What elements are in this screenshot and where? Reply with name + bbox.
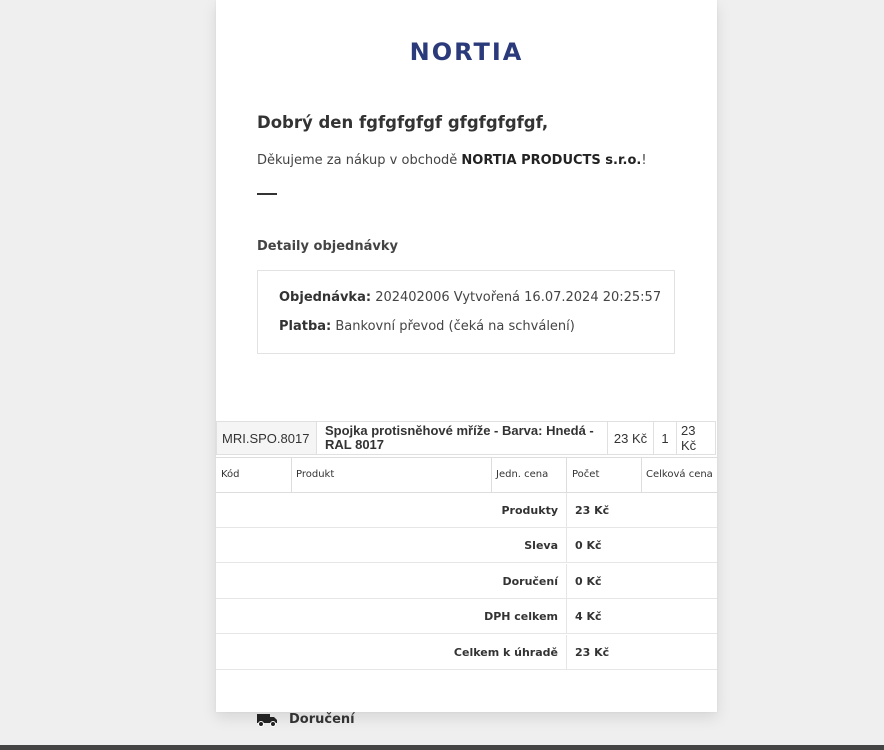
header-total: Celková cena: [646, 469, 713, 480]
summary-label: Celkem k úhradě: [453, 646, 558, 659]
summary-divider: [566, 635, 567, 670]
delivery-section: [257, 712, 355, 727]
summary-label: Sleva: [524, 539, 558, 552]
delivery-label: Doručení: [289, 712, 355, 727]
payment-value: Bankovní převod (čeká na schválení): [335, 319, 575, 334]
order-number-line: [279, 290, 661, 305]
header-divider: [491, 458, 492, 493]
thanks-prefix: Děkujeme za nákup v obchodě: [257, 153, 462, 168]
header-unit-price: Jedn. cena: [496, 469, 549, 480]
summary-row-total: [216, 635, 717, 670]
header-qty: Počet: [572, 469, 600, 480]
summary-value: 23 Kč: [575, 646, 610, 659]
order-details-box: [257, 270, 675, 354]
summary-divider: [566, 599, 567, 634]
summary-row-vat: [216, 599, 717, 634]
order-details-title: Detaily objednávky: [257, 239, 398, 254]
email-card: [216, 0, 717, 712]
summary-value: 23 Kč: [575, 504, 610, 517]
product-total: 23 Kč: [676, 421, 716, 455]
product-name: Spojka protisněhové mříže - Barva: Hnedá - RAL 8017: [316, 421, 608, 455]
summary-divider: [566, 564, 567, 599]
summary-divider: [566, 528, 567, 563]
shop-name: NORTIA PRODUCTS s.r.o.: [461, 153, 642, 168]
greeting-heading: Dobrý den fgfgfgfgf gfgfgfgfgf,: [257, 113, 549, 132]
summary-row-products: [216, 493, 717, 528]
payment-label: Platba:: [279, 319, 332, 334]
truck-icon: [257, 713, 279, 727]
summary-divider: [566, 493, 567, 528]
header-divider: [291, 458, 292, 493]
header-product: Produkt: [296, 469, 335, 480]
summary-row-discount: [216, 528, 717, 563]
divider: [257, 193, 277, 195]
summary-label: Doručení: [502, 575, 558, 588]
product-row: [216, 421, 717, 455]
summary-row-delivery: [216, 564, 717, 599]
product-unit-price: 23 Kč: [607, 421, 654, 455]
nortia-logo: NORTIA: [409, 38, 524, 66]
product-code: MRI.SPO.8017: [216, 421, 317, 455]
summary-value: 0 Kč: [575, 539, 602, 552]
thanks-suffix: !: [641, 153, 647, 168]
product-qty: 1: [653, 421, 677, 455]
thanks-text: [257, 153, 647, 168]
summary-value: 0 Kč: [575, 575, 602, 588]
bottom-bar: [0, 745, 884, 750]
summary-label: Produkty: [501, 504, 558, 517]
header-divider: [641, 458, 642, 493]
header-code: Kód: [221, 469, 240, 480]
header-divider: [566, 458, 567, 493]
summary-value: 4 Kč: [575, 610, 602, 623]
payment-line: [279, 319, 575, 334]
order-value: 202402006 Vytvořená 16.07.2024 20:25:57: [375, 290, 662, 305]
order-label: Objednávka:: [279, 290, 372, 305]
table-header-row: [216, 457, 717, 493]
summary-label: DPH celkem: [484, 610, 558, 623]
